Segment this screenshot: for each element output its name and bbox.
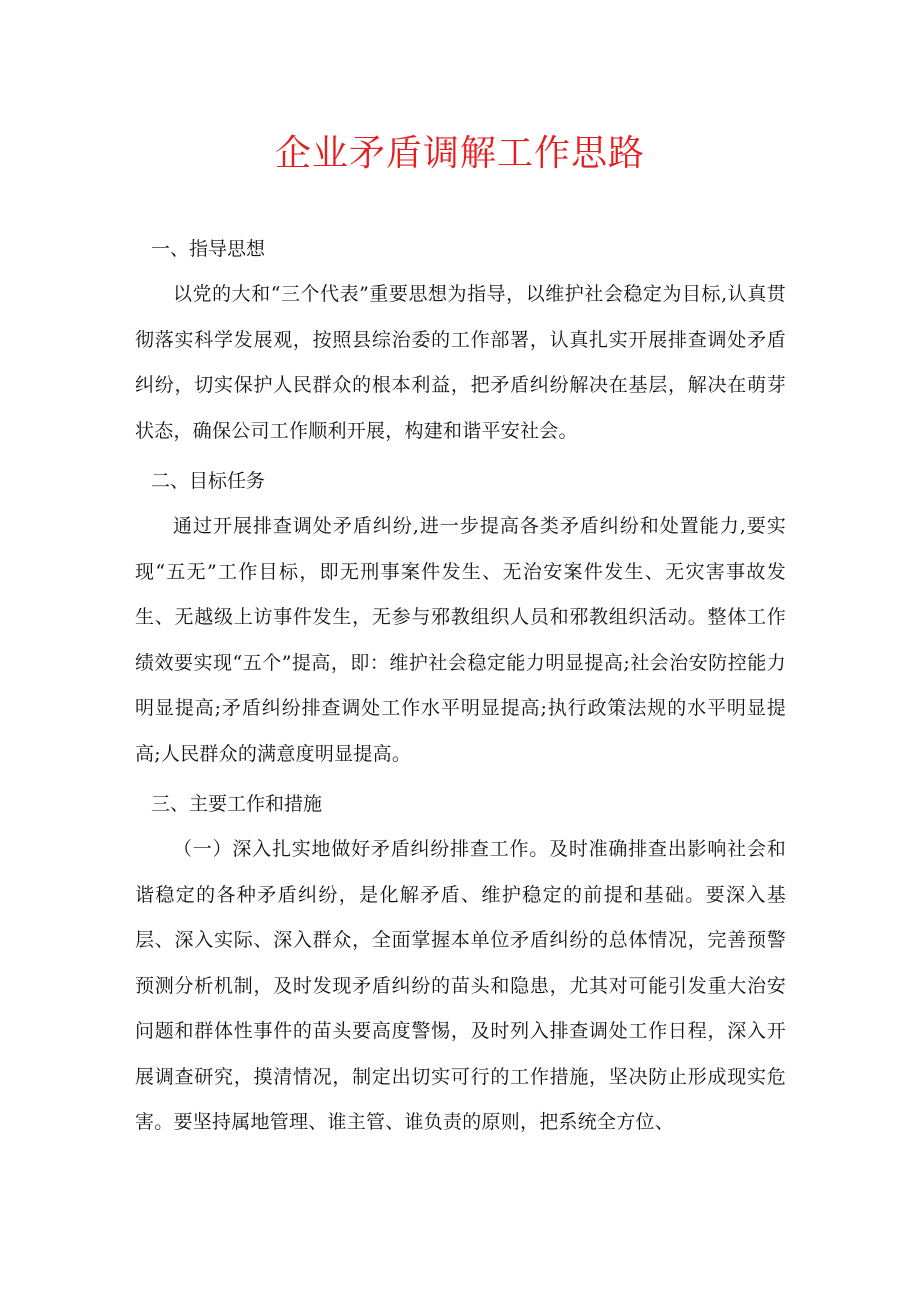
section-goals-tasks <box>135 458 786 777</box>
section-heading: 三、主要工作和措施 <box>151 793 323 815</box>
paragraph: 通过开展排查调处矛盾纠纷,进一步提高各类矛盾纠纷和处置能力,要实现“五无”工作目标，即无刑事案件发生、无治安案件发生、无灾害事故发生、无越级上访事件发生，无参与邪教组织人员和邪教组织活动。整体工作绩效要实现“五个”提高，即：维护社会稳定能力明显提高;社会治安防控能力明显提高;矛盾纠纷排查调处工作水平明显提高;执行政策法规的水平明显提高;人民群众的满意度明显提高。 <box>135 515 786 765</box>
section-main-work-measures <box>135 781 786 1146</box>
paragraph: （一）深入扎实地做好矛盾纠纷排查工作。及时准确排查出影响社会和谐稳定的各种矛盾纠纷，是化解矛盾、维护稳定的前提和基础。要深入基层、深入实际、深入群众，全面掌握本单位矛盾纠纷的总体情况，完善预警预测分析机制，及时发现矛盾纠纷的苗头和隐患，尤其对可能引发重大治安问题和群体性事件的苗头要高度警惕，及时列入排查调处工作日程，深入开展调查研究，摸清情况，制定出切实可行的工作措施，坚决防止形成现实危害。要坚持属地管理、谁主管、谁负责的原则，把系统全方位、 <box>135 838 786 1133</box>
paragraph: 以党的大和“三个代表”重要思想为指导，以维护社会稳定为目标,认真贯彻落实科学发展观，按照县综治委的工作部署，认真扎实开展排查调处矛盾纠纷，切实保护人民群众的根本利益，把矛盾纠纷解决在基层，解决在萌芽状态，确保公司工作顺利开展，构建和谐平安社会。 <box>135 283 786 442</box>
section-heading: 一、指导思想 <box>151 238 266 260</box>
section-heading: 二、目标任务 <box>151 470 266 492</box>
document-title: 企业矛盾调解工作思路 <box>274 133 645 174</box>
document-body <box>135 226 786 1146</box>
section-guiding-thought <box>135 226 786 454</box>
